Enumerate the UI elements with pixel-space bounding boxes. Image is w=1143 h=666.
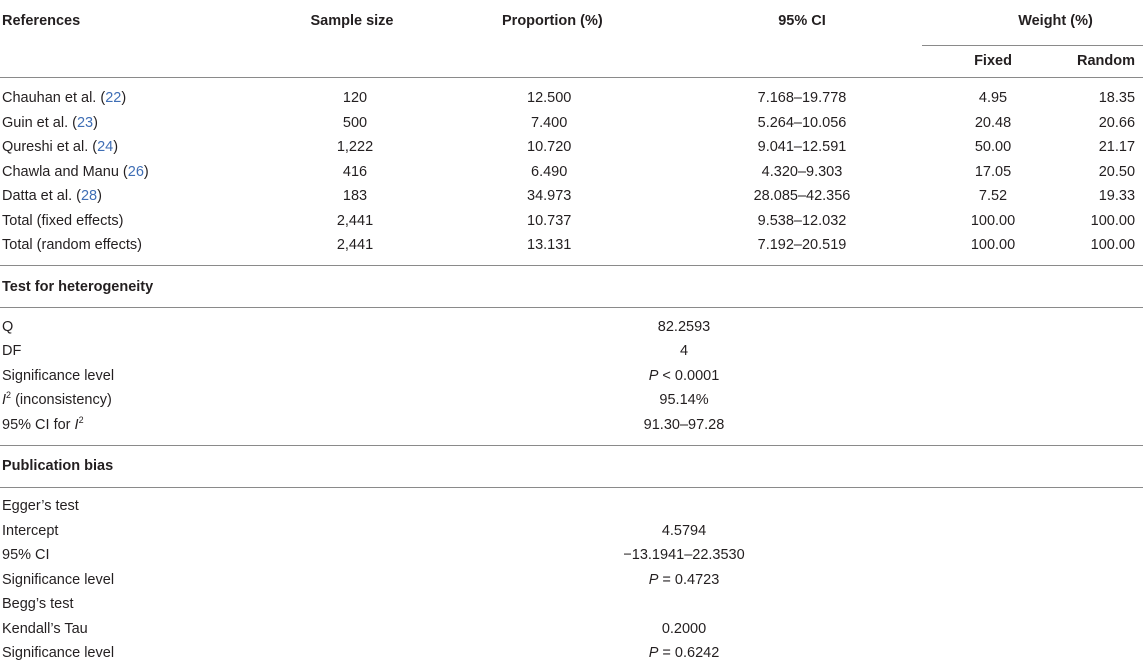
total-label: Total (random effects) (2, 237, 142, 254)
stat-label: 95% CI for $I^2$ (2, 414, 84, 433)
stat-value: 95.14% (659, 392, 709, 409)
sample-size-cell: 2,441 (336, 237, 374, 254)
proportion-cell: 7.400 (531, 114, 568, 131)
sample-size-cell: 120 (342, 90, 368, 107)
weight-fixed-cell: 100.00 (970, 212, 1016, 229)
citation-link[interactable]: 23 (76, 114, 94, 131)
proportion-cell: 10.720 (527, 139, 572, 156)
stat-value: −13.1941–22.3530 (623, 547, 745, 564)
stat-row (0, 413, 1143, 438)
weight-fixed-cell: 100.00 (970, 237, 1016, 254)
sample-size-cell: 416 (342, 163, 368, 180)
table-row (0, 160, 1143, 185)
proportion-cell: 34.973 (527, 188, 572, 205)
citation-link[interactable]: 22 (105, 90, 122, 107)
stat-row (0, 339, 1143, 364)
stat-label: $I^2$ (inconsistency) (2, 390, 112, 409)
citation-link[interactable]: 24 (97, 139, 114, 156)
stat-label: Kendall’s Tau (2, 620, 88, 637)
publication-bias-heading: Publication bias (0, 445, 1143, 487)
weight-random-cell: 100.00 (1090, 212, 1136, 229)
proportion-cell: 6.490 (531, 163, 568, 180)
weight-random-cell: 100.00 (1090, 237, 1136, 254)
header-row-1 (0, 0, 1143, 45)
weight-fixed-cell: 17.05 (974, 163, 1012, 180)
stat-value: 82.2593 (657, 318, 711, 335)
weight-random-cell: 20.50 (1098, 163, 1136, 180)
col-header-references: References (2, 13, 81, 29)
sample-size-cell: 500 (342, 114, 368, 131)
stat-row (0, 641, 1143, 666)
proportion-cell: 12.500 (527, 90, 572, 107)
section-heading-row (0, 445, 1143, 487)
heterogeneity-heading: Test for heterogeneity (0, 266, 1143, 308)
weight-random-cell: 19.33 (1098, 188, 1136, 205)
stat-row (0, 494, 1143, 519)
stat-value: 91.30–97.28 (643, 416, 725, 433)
ci-cell: 9.538–12.032 (757, 212, 847, 229)
stat-label: Egger’s test (2, 498, 79, 515)
study-name: Chauhan et al. (22) (2, 90, 127, 107)
study-name: Chawla and Manu (26) (2, 163, 149, 180)
stat-row (0, 519, 1143, 544)
table-row-total (0, 209, 1143, 234)
proportion-cell: 13.131 (527, 237, 572, 254)
citation-link[interactable]: 26 (127, 163, 144, 180)
col-header-fixed: Fixed (922, 45, 1038, 77)
col-header-random: Random (1038, 45, 1143, 77)
proportion-cell: 10.737 (527, 212, 572, 229)
weight-fixed-cell: 4.95 (978, 90, 1008, 107)
stat-label: Significance level (2, 645, 115, 662)
weight-fixed-cell: 50.00 (974, 139, 1012, 156)
study-name: Qureshi et al. (24) (2, 139, 119, 156)
stat-row (0, 592, 1143, 617)
stat-row (0, 364, 1143, 389)
stat-value: 0.2000 (661, 620, 707, 637)
table-row (0, 135, 1143, 160)
study-name: Datta et al. (28) (2, 188, 102, 205)
stat-value: P = 0.4723 (648, 571, 720, 588)
table-row (0, 111, 1143, 136)
weight-random-cell: 21.17 (1098, 139, 1136, 156)
citation-link[interactable]: 28 (80, 188, 98, 205)
stat-value: 4.5794 (661, 522, 707, 539)
sample-size-cell: 183 (342, 188, 368, 205)
stat-label: Intercept (2, 522, 59, 539)
stat-label: 95% CI (2, 547, 50, 564)
sample-size-cell: 2,441 (336, 212, 374, 229)
header-row-2 (0, 45, 1143, 77)
stat-row (0, 617, 1143, 642)
weight-fixed-cell: 7.52 (978, 188, 1008, 205)
study-name: Guin et al. (23) (2, 114, 98, 131)
ci-cell: 9.041–12.591 (757, 139, 847, 156)
ci-cell: 7.192–20.519 (757, 237, 847, 254)
stat-row (0, 388, 1143, 413)
stat-label: Q (2, 318, 14, 335)
stat-row (0, 315, 1143, 340)
col-header-ci: 95% CI (778, 13, 826, 29)
table-row (0, 86, 1143, 111)
table-row-total (0, 233, 1143, 258)
section-heading-row (0, 266, 1143, 308)
weight-random-cell: 18.35 (1098, 90, 1136, 107)
stat-value: P < 0.0001 (648, 367, 720, 384)
table-row (0, 184, 1143, 209)
col-header-sample-size: Sample size (310, 13, 394, 29)
ci-cell: 28.085–42.356 (753, 188, 851, 205)
stat-label: Significance level (2, 367, 115, 384)
ci-cell: 5.264–10.056 (757, 114, 847, 131)
stat-label: DF (2, 343, 22, 360)
total-label: Total (fixed effects) (2, 212, 124, 229)
stat-label: Significance level (2, 571, 115, 588)
ci-cell: 4.320–9.303 (761, 163, 843, 180)
ci-cell: 7.168–19.778 (757, 90, 847, 107)
stat-row (0, 568, 1143, 593)
weight-fixed-cell: 20.48 (974, 114, 1012, 131)
stat-label: Begg’s test (2, 596, 74, 613)
stat-value: P = 0.6242 (648, 645, 720, 662)
sample-size-cell: 1,222 (336, 139, 374, 156)
stat-row (0, 543, 1143, 568)
weight-random-cell: 20.66 (1098, 114, 1136, 131)
stat-value: 4 (679, 343, 689, 360)
col-header-weight: Weight (%) (922, 0, 1143, 45)
col-header-proportion: Proportion (%) (502, 13, 603, 29)
